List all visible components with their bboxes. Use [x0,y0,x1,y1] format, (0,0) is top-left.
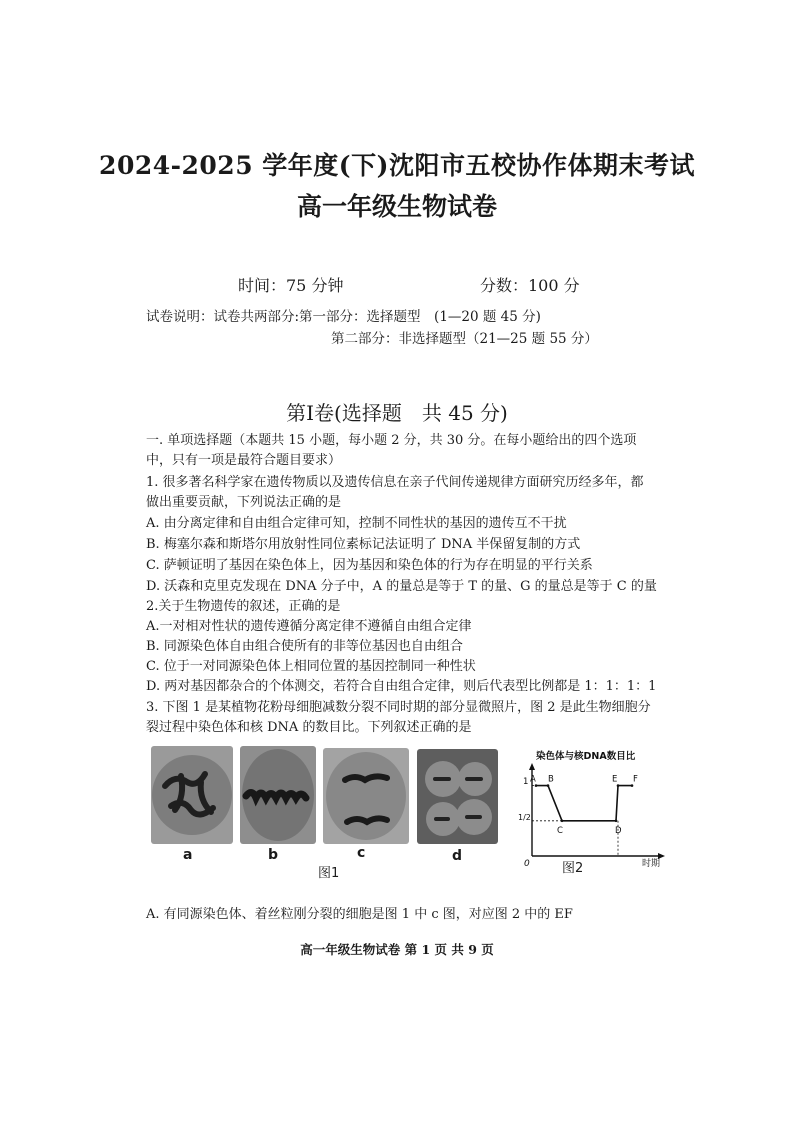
panel-label-a: a [183,847,193,863]
instructions-line: 一. 单项选择题（本题共 15 小题，每小题 2 分，共 30 分。在每小题给出的四个选项 [146,433,637,448]
exam-score: 分数：100 分 [480,276,580,295]
q1-option-a: A. 由分离定律和自由组合定律可知，控制不同性状的基因的遗传互不干扰 [146,516,567,531]
q1-stem: 1. 很多著名科学家在遗传物质以及遗传信息在亲子代间传递规律方面研究历经多年，都 [146,475,644,490]
figure1-caption: 图1 [318,866,340,881]
q1-option-d: D. 沃森和克里克发现在 DNA 分子中，A 的量总是等于 T 的量、G 的量总是等于 C 的量 [146,579,657,594]
exam-subtitle: 高一年级生物试卷 [296,192,497,221]
point-label-D: D [615,825,622,836]
page-footer: 高一年级生物试卷 第 1 页 共 9 页 [300,942,494,957]
micrograph-b [240,746,316,844]
exam-time: 时间：75 分钟 [238,276,344,295]
q2-option-d: D. 两对基因都杂合的个体测交，若符合自由组合定律，则后代表型比例都是 1：1：1：1 [146,679,657,694]
y-tick-1: 1 [523,777,529,787]
exam-note-1: 试卷说明：试卷共两部分:第一部分：选择题型 (1—20 题 45 分) [146,309,541,325]
q3-stem: 3. 下图 1 是某植物花粉母细胞减数分裂不同时期的部分显微照片，图 2 是此生物细胞分 [146,700,651,715]
micrograph-a [151,746,233,844]
q3-option-a: A. 有同源染色体、着丝粒刚分裂的细胞是图 1 中 c 图，对应图 2 中的 EF [146,907,573,922]
q1-option-b: B. 梅塞尔森和斯塔尔用放射性同位素标记法证明了 DNA 半保留复制的方式 [146,537,581,552]
x-axis-label: 时期 [642,859,661,869]
chart-title: 染色体与核DNA数目比 [536,751,636,762]
q2-stem: 2.关于生物遗传的叙述，正确的是 [146,599,341,614]
instructions-line: 中，只有一项是最符合题目要求） [146,453,342,468]
point-E [617,784,620,787]
panel-label-d: d [452,848,463,864]
point-label-A: A [530,774,536,785]
q2-option-b: B. 同源染色体自由组合使所有的非等位基因也自由组合 [146,639,463,654]
point-label-F: F [633,774,638,785]
point-label-B: B [548,774,554,785]
q1-option-c: C. 萨顿证明了基因在染色体上，因为基因和染色体的行为存在明显的平行关系 [146,558,593,573]
point-D [615,820,618,823]
point-label-E: E [612,774,618,785]
chromosome-dna-ratio-chart [516,748,666,872]
panel-label-b: b [268,847,279,863]
q2-option-c: C. 位于一对同源染色体上相同位置的基因控制同一种性状 [146,659,476,674]
y-axis-arrow [529,763,535,770]
point-F [631,784,634,787]
micrograph-d [417,749,498,844]
figure2-caption: 图2 [562,861,584,876]
point-A [535,784,538,787]
ratio-series-line [536,786,632,821]
point-B [547,784,550,787]
q1-stem: 做出重要贡献，下列说法正确的是 [146,495,342,510]
point-C [561,820,564,823]
exam-note-2: 第二部分：非选择题型（21—25 题 55 分） [331,331,598,347]
origin-label: 0 [524,859,530,869]
panel-label-c: c [357,845,366,861]
y-tick-half: 1/2 [518,813,531,822]
q2-option-a: A.一对相对性状的遗传遵循分离定律不遵循自由组合定律 [146,619,472,634]
exam-title: 2024-2025 学年度(下)沈阳市五校协作体期末考试 [99,151,695,180]
section-title: 第Ⅰ卷(选择题 共 45 分) [286,401,508,425]
micrograph-c [323,748,409,844]
point-label-C: C [557,825,563,836]
q3-stem: 裂过程中染色体和核 DNA 的数目比。下列叙述正确的是 [146,720,472,735]
